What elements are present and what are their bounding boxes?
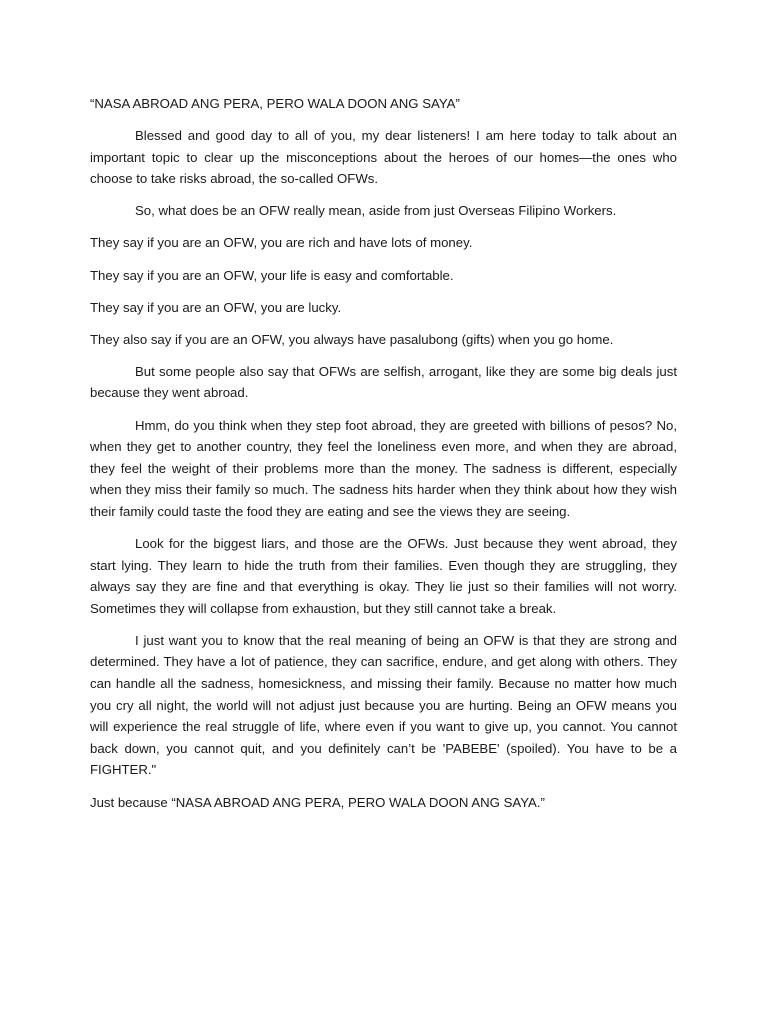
paragraph-pasalubong: They also say if you are an OFW, you always have pasalubong (gifts) when you go home.	[90, 331, 614, 347]
paragraph-question: So, what does be an OFW really mean, aside from just Overseas Filipino Workers.	[135, 203, 617, 219]
paragraph-intro: Blessed and good day to all of you, my dear listeners! I am here today to talk about an important topic to clear up the misconceptions about the heroes of our homes—the ones who choose to take risks abroad, the so-called OFWs.	[90, 128, 677, 187]
document-page	[90, 93, 677, 824]
paragraph-rich: They say if you are an OFW, you are rich and have lots of money.	[90, 235, 473, 251]
paragraph-closing: Just because “NASA ABROAD ANG PERA, PERO WALA DOON ANG SAYA.”	[90, 794, 545, 810]
paragraph-loneliness: Hmm, do you think when they step foot abroad, they are greeted with billions of pesos? No, when they get to another country, they feel the loneliness even more, and when they are abroad, they feel the weight of their problems more than the money. The sadness is different, especially when they miss their family so much. The sadness hits harder when they think about how they wish their family could taste the food they are eating and see the views they are seeing.	[90, 417, 677, 519]
paragraph-liars: Look for the biggest liars, and those are the OFWs. Just because they went abroad, they start lying. They learn to hide the truth from their families. Even though they are struggling, they always say they are fine and that everything is okay. They lie just so their families will not worry. Sometimes they will collapse from exhaustion, but they still cannot take a break.	[90, 536, 677, 616]
paragraph-lucky: They say if you are an OFW, you are lucky.	[90, 299, 342, 315]
document-title: “NASA ABROAD ANG PERA, PERO WALA DOON ANG SAYA”	[90, 96, 460, 111]
paragraph-meaning: I just want you to know that the real meaning of being an OFW is that they are strong and determined. They have a lot of patience, they can sacrifice, endure, and get along with others. They can handle all the sadness, homesickness, and missing their family. Because no matter how much you cry all night, the world will not adjust just because you are hurting. Being an OFW means you will experience the real struggle of life, where even if you want to give up, you cannot. You cannot back down, you cannot quit, and you definitely can’t be 'PABEBE' (spoiled). You have to be a FIGHTER."	[90, 632, 677, 778]
paragraph-selfish: But some people also say that OFWs are selfish, arrogant, like they are some big deals just because they went abroad.	[90, 363, 677, 401]
paragraph-easy: They say if you are an OFW, your life is easy and comfortable.	[90, 267, 454, 283]
